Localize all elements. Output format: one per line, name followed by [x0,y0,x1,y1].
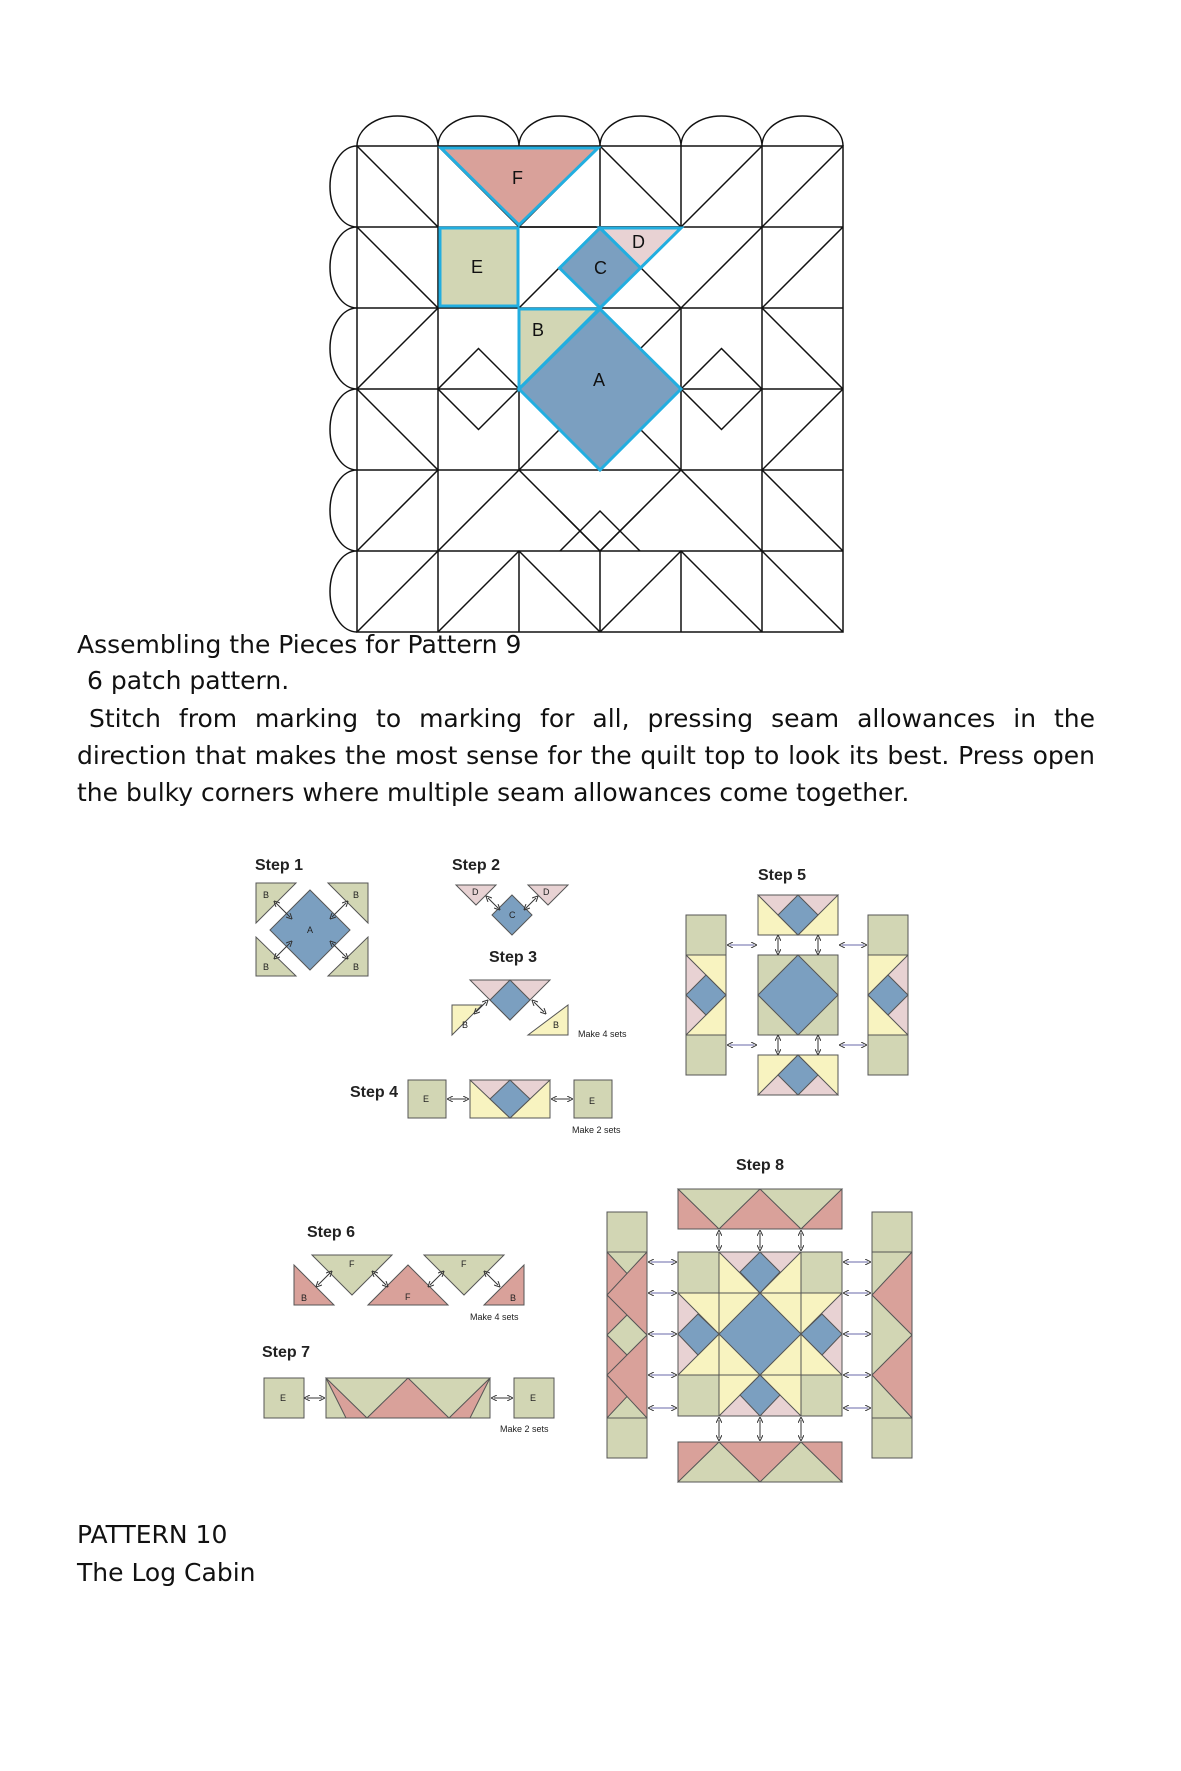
next-pattern-title: The Log Cabin [77,1558,256,1587]
s6-label-b1: B [301,1293,308,1303]
step-7-label: Step 7 [262,1344,311,1361]
step-6-label: Step 6 [307,1224,356,1241]
next-pattern-number: PATTERN 10 [77,1520,228,1549]
s3-make-4-sets: Make 4 sets [578,1029,627,1039]
s3-label-b2: B [553,1020,560,1030]
scallop-border-left [330,146,357,632]
step-4-diagram [408,1080,612,1118]
s1-label-b3: B [263,962,270,972]
step-5-diagram [686,895,908,1095]
s6-label-f2: F [461,1259,467,1269]
label-A: A [593,370,606,390]
assembly-steps-diagram [0,840,1181,1500]
s2-label-d1: D [472,887,479,897]
scallop-border-top [357,116,843,146]
s6-label-f3: F [405,1292,411,1302]
label-F: F [512,168,523,188]
s2-label-d2: D [543,887,550,897]
pattern-9-diagram [0,0,1181,650]
s4-make-2-sets: Make 2 sets [572,1125,621,1135]
step-5-label: Step 5 [758,867,807,884]
label-B: B [532,320,545,340]
step-8-diagram [607,1189,912,1482]
label-E: E [471,257,484,277]
step-1-label: Step 1 [255,857,304,874]
step-3-diagram [452,980,568,1035]
subheading: 6 patch pattern. [87,666,290,695]
step-4-label: Step 4 [350,1084,399,1101]
s1-label-b1: B [263,890,270,900]
s1-label-b2: B [353,890,360,900]
s2-label-c: C [509,910,516,920]
s3-label-b1: B [462,1020,469,1030]
s4-label-e1: E [423,1094,430,1104]
instructions-paragraph: Stitch from marking to marking for all, pressing seam allowances in the direction that makes the most sense for the quilt top to look its best. Press open the bulky corners where multiple seam allowances come together. [77,704,1095,807]
s4-label-e2: E [589,1096,596,1106]
s1-label-a: A [307,925,314,935]
s6-label-f1: F [349,1259,355,1269]
step-3-label: Step 3 [489,949,538,966]
s7-make-2-sets: Make 2 sets [500,1424,549,1434]
label-C: C [594,258,607,278]
s7-label-e2: E [530,1393,537,1403]
s7-label-e1: E [280,1393,287,1403]
heading: Assembling the Pieces for Pattern 9 [77,630,522,659]
step-2-label: Step 2 [452,857,501,874]
s1-label-b4: B [353,962,360,972]
step-8-label: Step 8 [736,1157,785,1174]
s6-make-4-sets: Make 4 sets [470,1312,519,1322]
s6-label-b2: B [510,1293,517,1303]
label-D: D [632,232,645,252]
